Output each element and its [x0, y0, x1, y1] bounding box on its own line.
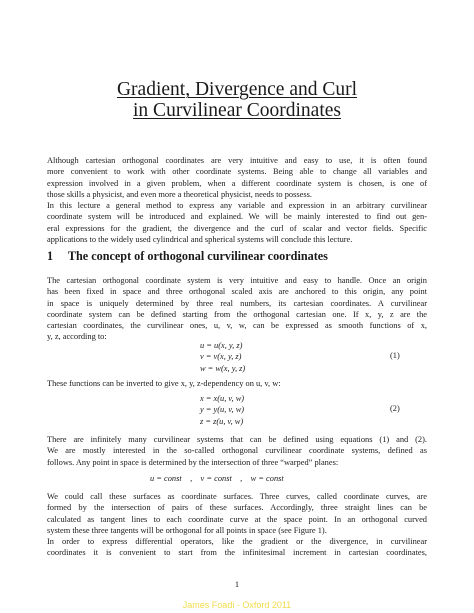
- paragraph-line: follows. Any point in space is determined by the intersection of three “warped” planes:: [47, 457, 339, 467]
- equation-line: v = v(x, y, z): [200, 352, 242, 362]
- paragraph-4: [47, 491, 427, 559]
- paragraph-line: coordinates it is convenient to start from the infinitesimal increment in cartesian coordinates,: [47, 548, 427, 558]
- paragraph-line: cartesian coordinates, the curvilinear ones, u, v, w, can be expressed as smooth functions of x,: [47, 321, 427, 331]
- paragraph-line: coordinate system can be defined starting from the orthogonal cartesian one. If x, y, z are the: [47, 309, 427, 319]
- abstract-line: those skills a physicist, and even more a theoretical physicist, needs to possess.: [47, 189, 312, 199]
- paragraph-line: formed by the intersection of pairs of these surfaces. Accordingly, three straight lines can be: [47, 503, 427, 513]
- title-line-2: in Curvilinear Coordinates: [133, 100, 341, 121]
- abstract-line: Although cartesian orthogonal coordinates are very intuitive and easy to use, it is often found: [47, 156, 427, 165]
- watermark: James Foadi - Oxford 2011: [182, 600, 292, 610]
- section-title: The concept of orthogonal curvilinear coordinates: [67, 249, 328, 263]
- abstract-line: coordinate system will be introduced and explained. We will be mainly interested to find out gen-: [47, 212, 427, 222]
- equation-2: [200, 393, 244, 427]
- paragraph-line: These functions can be inverted to give x, y, z-dependency on u, v, w:: [47, 379, 281, 388]
- equation-3: u = const , v = const , w = const: [150, 474, 284, 483]
- section-number: 1: [47, 249, 54, 263]
- paragraph-line: We are mostly interested in the so-called orthogonal curvilinear coordinate systems, defined as: [47, 446, 427, 456]
- paragraph-line: in space is uniquely determined by three real numbers, its cartesian coordinates. A curvilinear: [47, 298, 427, 308]
- paragraph-1: [47, 275, 427, 343]
- equation-line: u = u(x, y, z): [200, 341, 243, 350]
- equation-line: x = x(u, v, w): [200, 394, 245, 403]
- abstract-line: In this lecture a general method to express any variable and expression in an arbitrary curvilinear: [47, 201, 427, 211]
- paragraph-2: [47, 378, 427, 389]
- paragraph-line: We could call these surfaces as coordinate surfaces. Three curves, called coordinate curves, are: [47, 492, 427, 501]
- equation-number-2: (2): [390, 404, 400, 413]
- equation-number-1: (1): [390, 351, 400, 360]
- abstract-line: eral expressions for the gradient, the divergence and the curl of scalar and vector fields. Specific: [47, 223, 427, 233]
- abstract-line: more convenient to work with other coordinate systems. Being able to change all variables and: [47, 167, 427, 177]
- paragraph-line: In order to express differential operators, like the gradient or the divergence, in curvilinear: [47, 537, 427, 547]
- equation-line: z = z(u, v, w): [200, 416, 244, 426]
- section-heading: [47, 249, 328, 263]
- paragraph-line: The cartesian orthogonal coordinate system is very intuitive and easy to handle. Once an origin: [47, 276, 427, 285]
- paragraph-line: There are infinitely many curvilinear systems that can be defined using equations (1) and (2).: [47, 435, 427, 444]
- abstract-line: expression involved in a given problem, when a different coordinate system is chosen, is one of: [47, 178, 427, 188]
- page-number: 1: [234, 580, 240, 589]
- equation-line: w = w(x, y, z): [200, 363, 246, 373]
- abstract: [47, 155, 427, 245]
- paragraph-line: calculated as tangent lines to each coordinate curve at the space point. In an orthogonal curved: [47, 514, 427, 524]
- equation-1: [200, 340, 245, 374]
- paragraph-3: [47, 434, 427, 468]
- abstract-line: applications to the widely used cylindrical and spherical systems will conclude this lecture.: [47, 235, 353, 245]
- paragraph-line: system these three tangents will be orthogonal for all points in space (see Figure 1).: [47, 525, 327, 535]
- equation-line: y = y(u, v, w): [200, 405, 245, 415]
- title-line-1: Gradient, Divergence and Curl: [116, 79, 358, 100]
- paragraph-line: y, z, according to:: [47, 332, 107, 342]
- paragraph-line: has been fixed in space and three orthogonal scaled axis are anchored to this origin, any point: [47, 287, 427, 297]
